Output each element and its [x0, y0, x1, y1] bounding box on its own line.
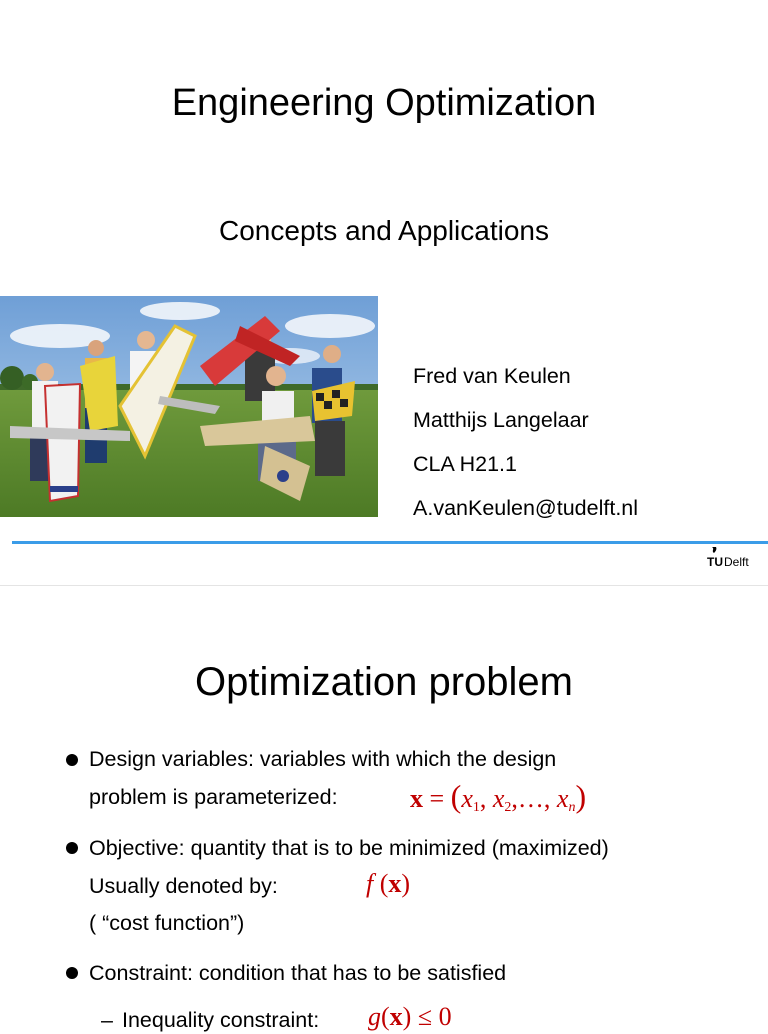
objective-formula: f (x): [366, 869, 411, 898]
room-number: CLA H21.1: [413, 452, 517, 476]
rc-airplanes-photo: [0, 296, 378, 517]
tudelft-logo: [706, 546, 764, 568]
author-list: [413, 354, 753, 530]
bullet-dot-icon: [66, 967, 78, 979]
inequality-formula: g(x) ≤ 0: [368, 1002, 452, 1031]
author-name-2: Matthijs Langelaar: [413, 408, 589, 432]
email-address[interactable]: A.vanKeulen@tudelft.nl: [413, 496, 639, 520]
bullet-1-line-2: problem is parameterized:: [89, 785, 338, 809]
author-name-1: Fred van Keulen: [413, 364, 571, 388]
photo-illustration: [0, 296, 378, 517]
logo-text: Delft: [724, 555, 749, 569]
design-vector-formula: $x = (x_1$, $x_2,\dots$, $x_n$): [410, 778, 587, 815]
footer-rule: [12, 541, 768, 544]
slide-title: Engineering Optimization: [171, 82, 597, 124]
svg-text:TU: TU: [707, 555, 723, 568]
slide-subtitle: Concepts and Applications: [219, 215, 549, 246]
bullet-2-line-1: Objective: quantity that is to be minimized (maximized): [89, 836, 609, 860]
bullet-dot-icon: [66, 754, 78, 766]
sub-bullet-dash: –: [101, 1008, 113, 1032]
content-slide: [0, 585, 768, 1032]
bullet-3-line-1: Constraint: condition that has to be satisfied: [89, 961, 507, 985]
sub-bullet-text: Inequality constraint:: [122, 1008, 320, 1032]
bullet-2-line-3: ( “cost function”): [89, 911, 245, 935]
bullet-2-line-2: Usually denoted by:: [89, 874, 278, 898]
slide-title: Optimization problem: [195, 660, 573, 704]
bullet-dot-icon: [66, 842, 78, 854]
bullet-1-line-1: Design variables: variables with which the design: [89, 747, 557, 771]
flame-icon: [706, 546, 724, 568]
